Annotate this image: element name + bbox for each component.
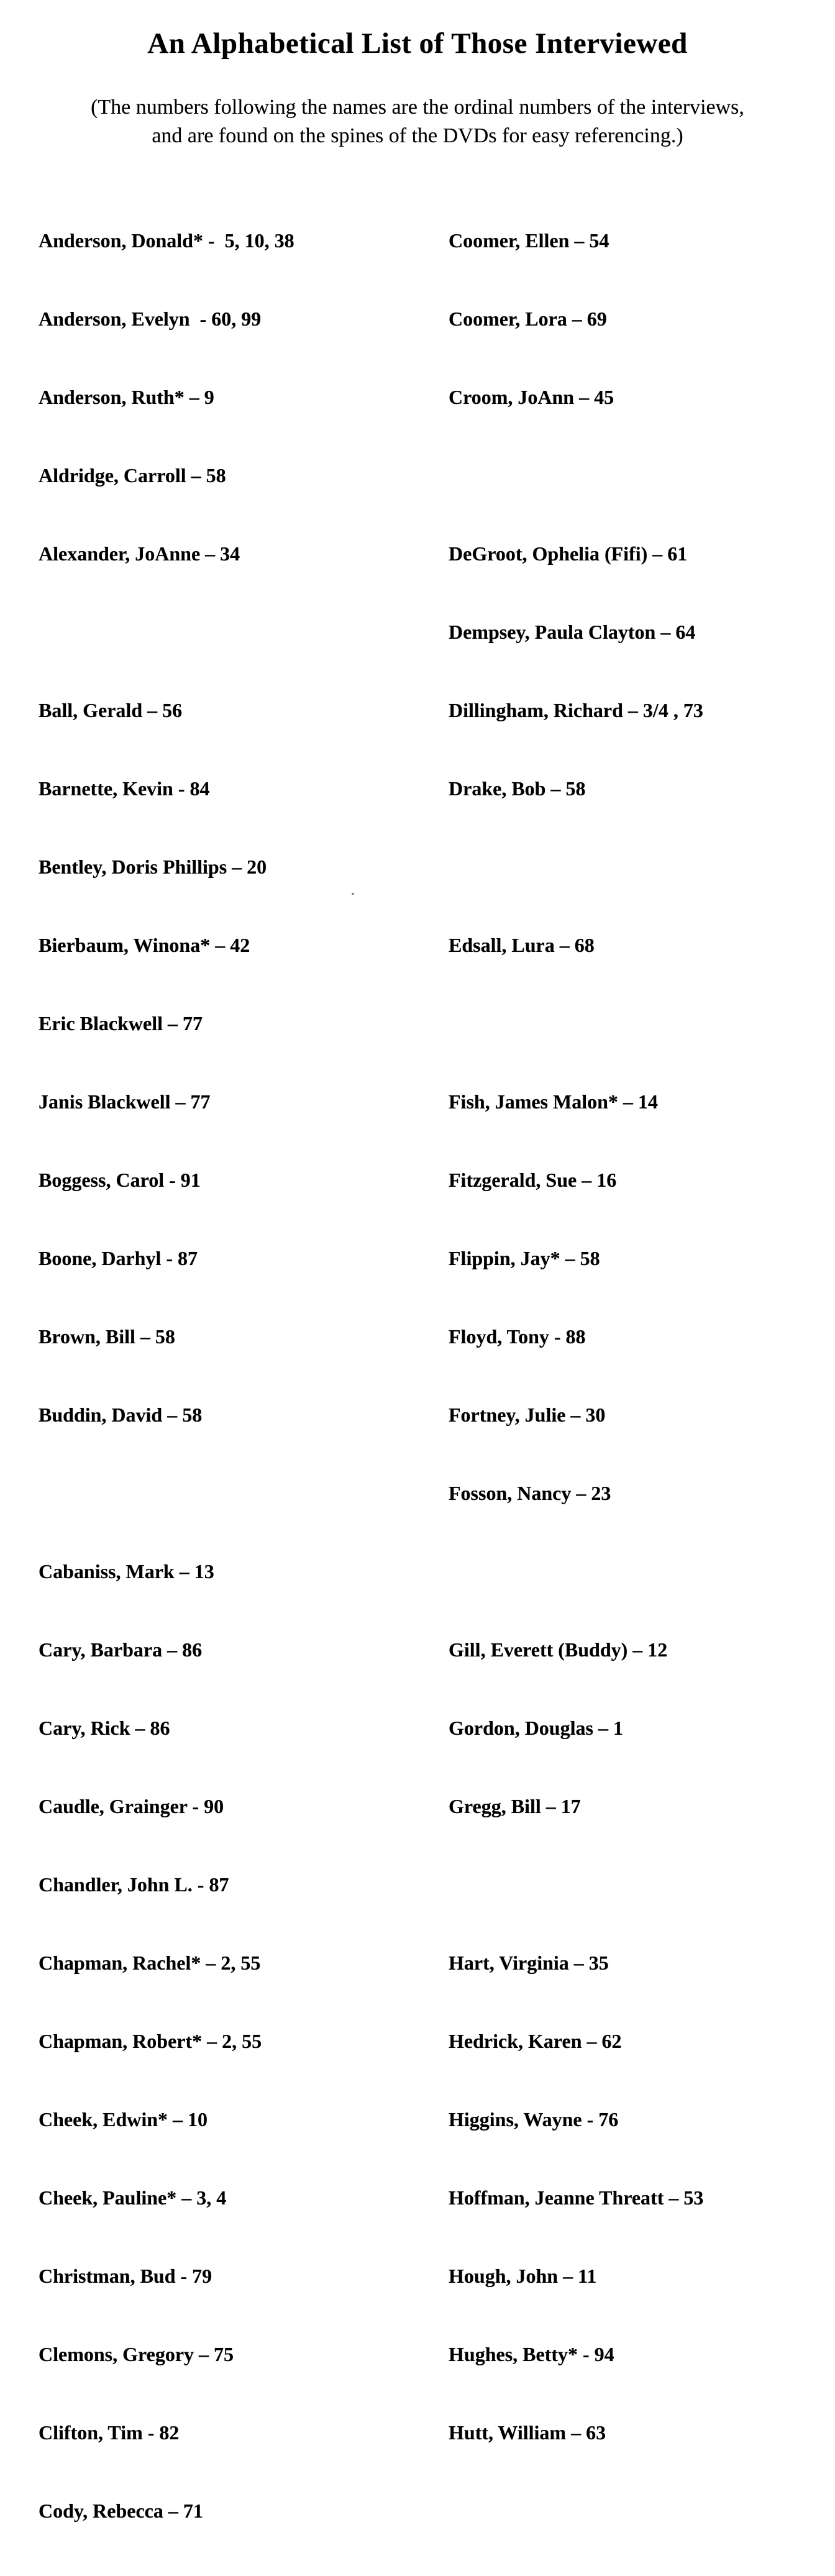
list-entry: Croom, JoAnn – 45	[449, 386, 614, 408]
list-entry: Alexander, JoAnne – 34	[39, 542, 240, 565]
list-entry: Chapman, Robert* – 2, 55	[39, 2030, 262, 2052]
list-entry: Hedrick, Karen – 62	[449, 2030, 622, 2052]
list-entry: Hutt, William – 63	[449, 2421, 606, 2444]
list-entry: Bentley, Doris Phillips – 20	[39, 856, 267, 878]
list-entry: Ball, Gerald – 56	[39, 699, 183, 721]
list-spacer	[449, 854, 703, 880]
list-entry: Gregg, Bill – 17	[449, 1795, 581, 1817]
list-entry: Gordon, Douglas – 1	[449, 1717, 623, 1739]
list-entry: Cheek, Edwin* – 10	[39, 2108, 208, 2131]
list-spacer	[39, 619, 294, 645]
list-entry: Anderson, Ruth* – 9	[39, 386, 214, 408]
list-entry: Floyd, Tony - 88	[449, 1325, 586, 1348]
list-entry: Caudle, Grainger - 90	[39, 1795, 224, 1817]
list-entry: Fish, James Malon* – 14	[449, 1090, 658, 1113]
list-entry: Coomer, Ellen – 54	[449, 229, 609, 252]
list-entry: Brown, Bill – 58	[39, 1325, 175, 1348]
list-entry: Bierbaum, Winona* – 42	[39, 934, 250, 956]
list-entry: Eric Blackwell – 77	[39, 1012, 203, 1035]
subtitle-line-1: (The numbers following the names are the ordinal numbers of the interviews,	[91, 96, 744, 119]
list-entry: Clifton, Tim - 82	[39, 2421, 180, 2444]
list-entry: Anderson, Evelyn - 60, 99	[39, 308, 262, 330]
list-entry: Dempsey, Paula Clayton – 64	[449, 621, 696, 643]
list-entry: Fitzgerald, Sue – 16	[449, 1169, 617, 1191]
list-entry: Higgins, Wayne - 76	[449, 2108, 619, 2131]
list-entry: Chapman, Rachel* – 2, 55	[39, 1952, 261, 1974]
list-entry: Hoffman, Jeanne Threatt – 53	[449, 2186, 704, 2209]
scan-artifact-dot	[352, 893, 354, 895]
list-spacer	[449, 1558, 703, 1584]
list-entry: Buddin, David – 58	[39, 1404, 203, 1426]
list-entry: Fortney, Julie – 30	[449, 1404, 606, 1426]
list-entry: Fosson, Nancy – 23	[449, 1482, 611, 1504]
list-entry: Boone, Darhyl - 87	[39, 1247, 198, 1269]
page-title: An Alphabetical List of Those Interviewed	[147, 27, 688, 60]
list-entry: Chandler, John L. - 87	[39, 1873, 229, 1896]
list-entry: Flippin, Jay* – 58	[449, 1247, 600, 1269]
left-column	[39, 175, 294, 2576]
list-entry: Hughes, Betty* - 94	[449, 2343, 614, 2365]
list-entry: Christman, Bud - 79	[39, 2265, 212, 2287]
list-entry: Barnette, Kevin - 84	[39, 777, 210, 800]
list-entry: Coomer, Lora – 69	[449, 308, 607, 330]
list-entry: Dillingham, Richard – 3/4 , 73	[449, 699, 703, 721]
list-spacer	[449, 462, 703, 488]
list-entry: Drake, Bob – 58	[449, 777, 586, 800]
list-spacer	[39, 1480, 294, 1506]
list-entry: Clemons, Gregory – 75	[39, 2343, 234, 2365]
list-entry: Cary, Rick – 86	[39, 1717, 170, 1739]
list-entry: Gill, Everett (Buddy) – 12	[449, 1638, 668, 1661]
list-entry: DeGroot, Ophelia (Fifi) – 61	[449, 542, 688, 565]
list-spacer	[449, 1010, 703, 1036]
list-entry: Cheek, Pauline* – 3, 4	[39, 2186, 227, 2209]
list-entry: Cabaniss, Mark – 13	[39, 1560, 214, 1583]
list-spacer	[449, 1871, 703, 1898]
list-entry: Boggess, Carol - 91	[39, 1169, 201, 1191]
subtitle-line-2: and are found on the spines of the DVDs for easy referencing.)	[152, 124, 683, 147]
subtitle	[0, 93, 835, 150]
list-entry: Janis Blackwell – 77	[39, 1090, 211, 1113]
list-entry: Anderson, Donald* - 5, 10, 38	[39, 229, 294, 252]
list-entry: Aldridge, Carroll – 58	[39, 464, 226, 486]
list-entry: Hart, Virginia – 35	[449, 1952, 609, 1974]
list-entry: Edsall, Lura – 68	[449, 934, 595, 956]
list-entry: Hough, John – 11	[449, 2265, 597, 2287]
list-entry: Cody, Rebecca – 71	[39, 2500, 203, 2522]
list-entry: Cary, Barbara – 86	[39, 1638, 203, 1661]
right-column	[449, 175, 703, 2498]
